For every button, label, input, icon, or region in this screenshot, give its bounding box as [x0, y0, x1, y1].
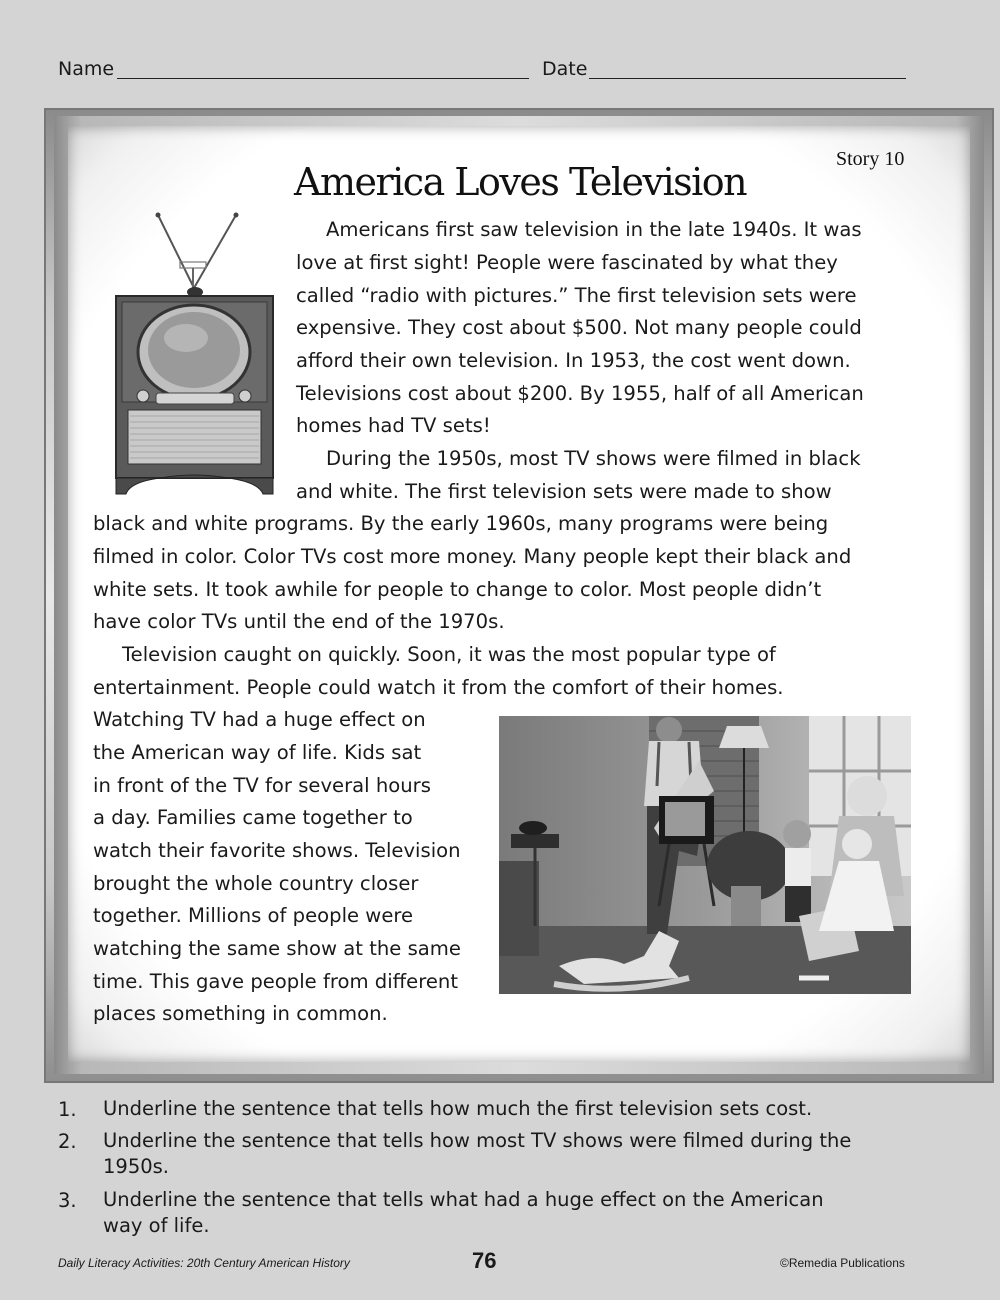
story-line: love at first sight! People were fascinated by what they: [296, 251, 838, 274]
story-line: places something in common.: [93, 1002, 388, 1025]
story-label: Story 10: [836, 148, 905, 170]
story-line: in front of the TV for several hours: [93, 774, 431, 797]
name-field[interactable]: [117, 78, 529, 79]
name-label: Name: [58, 58, 115, 80]
question-line: Underline the sentence that tells how most TV shows were filmed during the: [103, 1129, 852, 1152]
story-line: expensive. They cost about $500. Not many people could: [296, 316, 862, 339]
story-line: afford their own television. In 1953, the cost went down.: [296, 349, 851, 372]
story-line: black and white programs. By the early 1960s, many programs were being: [93, 512, 829, 535]
date-label: Date: [542, 58, 588, 80]
question-line: way of life.: [103, 1214, 210, 1237]
story-line: a day. Families came together to: [93, 806, 413, 829]
story-line: Americans first saw television in the late 1940s. It was: [326, 218, 862, 241]
story-line: Television caught on quickly. Soon, it was the most popular type of: [122, 643, 776, 666]
question-line: Underline the sentence that tells what had a huge effect on the American: [103, 1188, 824, 1211]
story-line: filmed in color. Color TVs cost more money. Many people kept their black and: [93, 545, 852, 568]
vintage-tv-illustration: [108, 210, 280, 498]
date-field[interactable]: [589, 78, 906, 79]
family-watching-tv-photo: [499, 716, 911, 994]
question-line: 1950s.: [103, 1155, 169, 1178]
book-title: Daily Literacy Activities: 20th Century American History: [58, 1256, 350, 1270]
story-line: and white. The first television sets were made to show: [296, 480, 832, 503]
question-number: 1.: [58, 1098, 77, 1121]
question-number: 2.: [58, 1130, 77, 1153]
story-line: brought the whole country closer: [93, 872, 419, 895]
story-line: watching the same show at the same: [93, 937, 461, 960]
story-line: entertainment. People could watch it from the comfort of their homes.: [93, 676, 784, 699]
story-line: During the 1950s, most TV shows were filmed in black: [326, 447, 861, 470]
story-line: Televisions cost about $200. By 1955, half of all American: [296, 382, 864, 405]
story-line: watch their favorite shows. Television: [93, 839, 461, 862]
story-line: together. Millions of people were: [93, 904, 414, 927]
question-number: 3.: [58, 1189, 77, 1212]
story-line: time. This gave people from different: [93, 970, 459, 993]
question-line: Underline the sentence that tells how much the first television sets cost.: [103, 1097, 813, 1120]
story-title: America Loves Television: [294, 160, 747, 204]
story-line: called “radio with pictures.” The first television sets were: [296, 284, 857, 307]
story-line: homes had TV sets!: [296, 414, 491, 437]
copyright: ©Remedia Publications: [780, 1256, 905, 1270]
story-line: Watching TV had a huge effect on: [93, 708, 426, 731]
story-line: the American way of life. Kids sat: [93, 741, 422, 764]
page-number: 76: [472, 1248, 497, 1273]
story-line: have color TVs until the end of the 1970s.: [93, 610, 505, 633]
story-line: white sets. It took awhile for people to change to color. Most people didn’t: [93, 578, 822, 601]
